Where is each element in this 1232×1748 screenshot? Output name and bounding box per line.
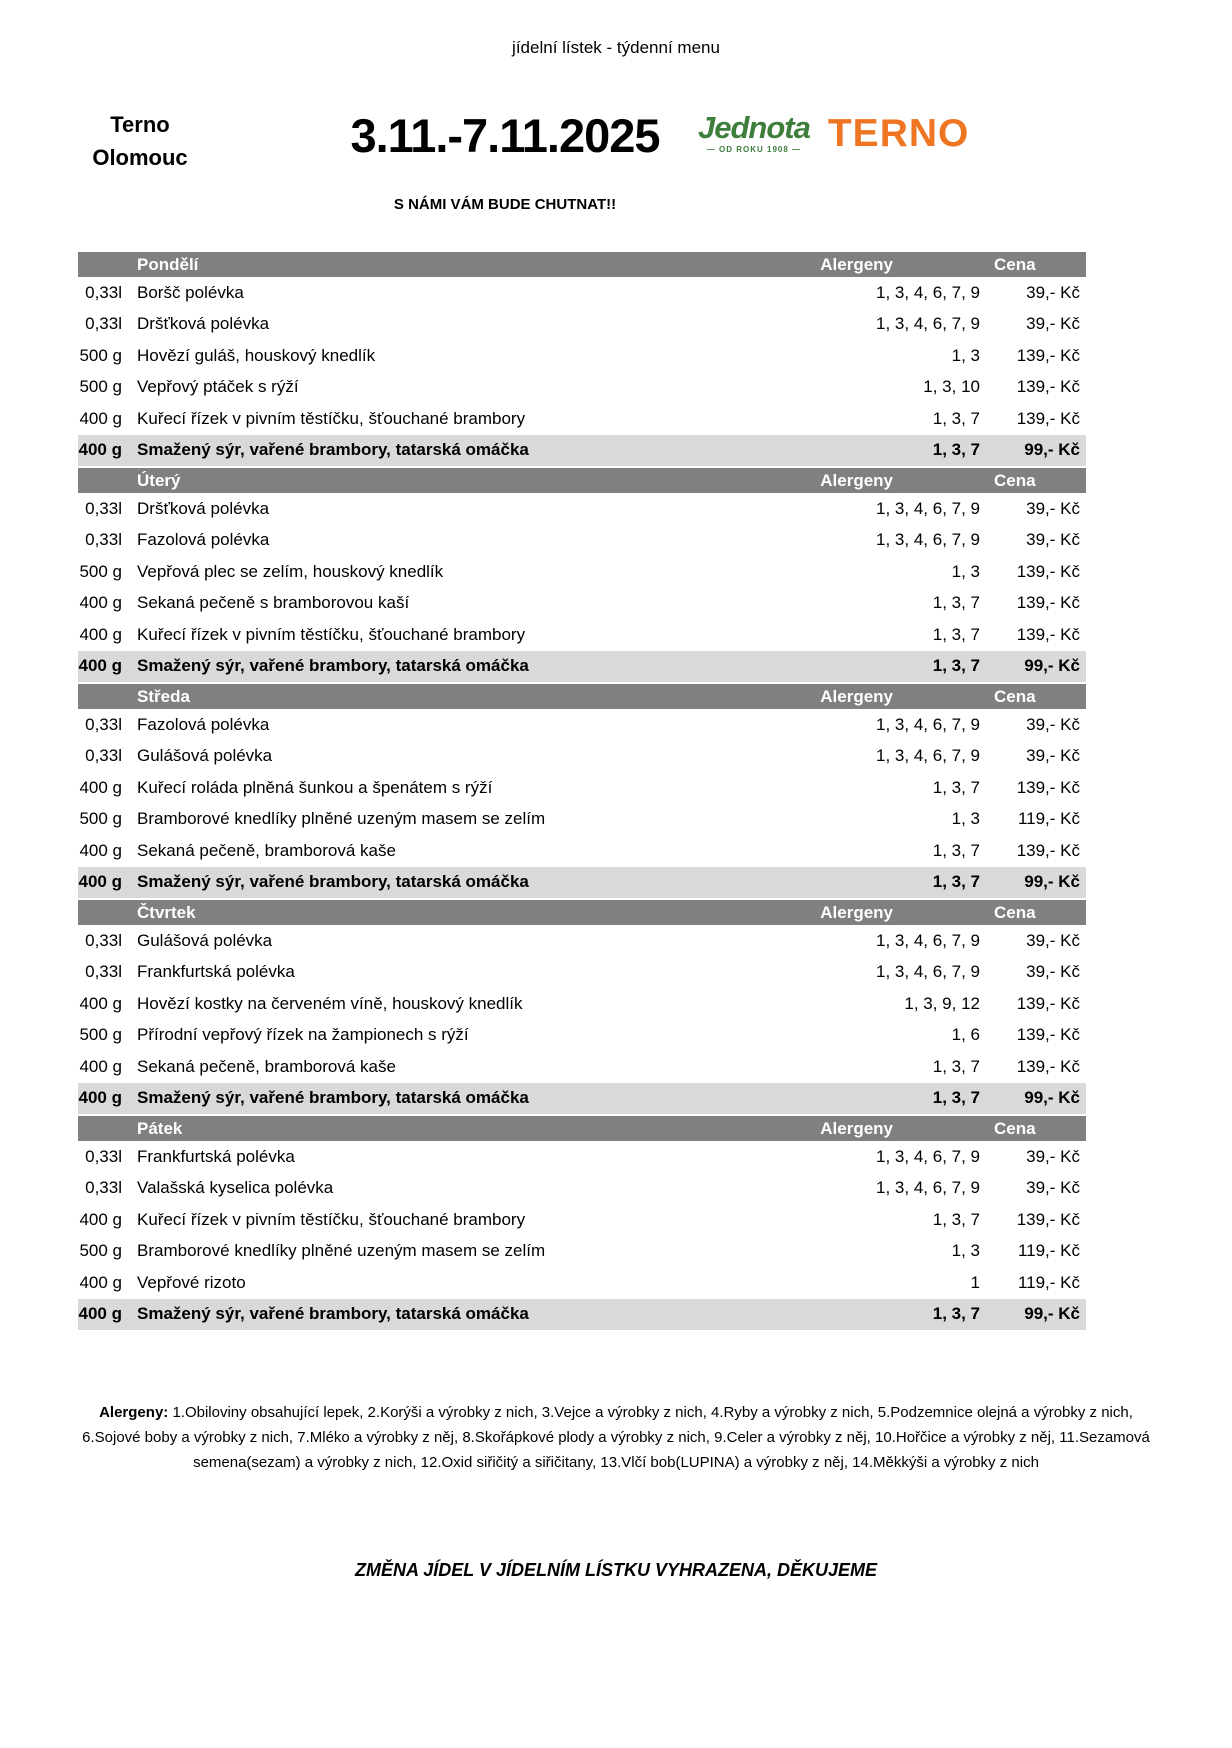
menu-row — [78, 277, 1086, 309]
allergens-cell: 1, 3, 4, 6, 7, 9 — [876, 1178, 980, 1198]
allergens-cell: 1, 3, 4, 6, 7, 9 — [876, 1146, 980, 1166]
dish-cell: Bramborové knedlíky plněné uzeným masem se zelím — [137, 1241, 546, 1261]
portion-cell: 400 g — [79, 1272, 122, 1292]
portion-cell: 400 g — [79, 408, 122, 428]
price-cell: 99,- Kč — [1024, 656, 1080, 676]
allergens-legend-label: Alergeny: — [99, 1404, 169, 1421]
portion-cell: 0,33l — [85, 962, 122, 982]
menu-row — [78, 651, 1086, 683]
portion-cell: 400 g — [79, 1056, 122, 1076]
allergens-cell: 1, 3, 4, 6, 7, 9 — [876, 930, 980, 950]
portion-cell: 400 g — [78, 872, 122, 892]
allergens-cell: 1, 3 — [951, 561, 980, 581]
portion-cell: 400 g — [79, 593, 122, 613]
allergens-cell: 1, 3, 7 — [932, 408, 980, 428]
price-cell: 99,- Kč — [1024, 872, 1080, 892]
portion-cell: 0,33l — [85, 1178, 122, 1198]
portion-cell: 400 g — [79, 993, 122, 1013]
price-cell: 139,- Kč — [1016, 993, 1080, 1013]
allergens-cell: 1, 6 — [951, 1025, 980, 1045]
allergens-cell: 1, 3 — [951, 1241, 980, 1261]
allergens-cell: 1, 3, 7 — [932, 1209, 980, 1229]
menu-row — [78, 988, 1086, 1020]
price-cell: 39,- Kč — [1026, 1178, 1080, 1198]
allergens-cell: 1, 3, 7 — [932, 440, 980, 460]
price-cell: 39,- Kč — [1026, 746, 1080, 766]
allergens-cell: 1, 3, 7 — [932, 656, 980, 676]
allergens-cell: 1, 3, 7 — [932, 1056, 980, 1076]
day-name: Úterý — [137, 470, 181, 490]
price-cell: 39,- Kč — [1026, 282, 1080, 302]
menu-row — [78, 1051, 1086, 1083]
menu-row — [78, 709, 1086, 741]
allergens-cell: 1, 3, 7 — [932, 1304, 980, 1324]
price-cell: 139,- Kč — [1016, 345, 1080, 365]
dish-cell: Fazolová polévka — [137, 530, 270, 550]
dish-cell: Hovězí guláš, houskový knedlík — [137, 345, 376, 365]
price-cell: 39,- Kč — [1026, 930, 1080, 950]
dish-cell: Valašská kyselica polévka — [137, 1178, 334, 1198]
dish-cell: Vepřový ptáček s rýží — [137, 377, 299, 397]
day-section — [78, 1116, 1086, 1330]
dish-cell: Hovězí kostky na červeném víně, houskový knedlík — [137, 993, 523, 1013]
menu-row — [78, 1020, 1086, 1052]
menu-row — [78, 619, 1086, 651]
menu-row — [78, 403, 1086, 435]
portion-cell: 500 g — [79, 345, 122, 365]
price-cell: 139,- Kč — [1016, 1056, 1080, 1076]
menu-row — [78, 372, 1086, 404]
logo-group — [698, 112, 969, 154]
day-header-row — [78, 252, 1086, 277]
price-column-header: Cena — [994, 1118, 1036, 1138]
allergens-cell: 1, 3, 4, 6, 7, 9 — [876, 314, 980, 334]
menu-row — [78, 1299, 1086, 1331]
menu-row — [78, 1267, 1086, 1299]
menu-row — [78, 435, 1086, 467]
dish-cell: Kuřecí roláda plněná šunkou a špenátem s rýží — [137, 777, 493, 797]
menu-table — [78, 252, 1086, 1332]
day-section — [78, 900, 1086, 1114]
dish-cell: Kuřecí řízek v pivním těstíčku, šťouchané brambory — [137, 408, 526, 428]
portion-cell: 400 g — [78, 440, 122, 460]
portion-cell: 400 g — [79, 1209, 122, 1229]
price-column-header: Cena — [994, 470, 1036, 490]
dish-cell: Smažený sýr, vařené brambory, tatarská omáčka — [137, 1304, 529, 1324]
dish-cell: Vepřová plec se zelím, houskový knedlík — [137, 561, 444, 581]
allergens-legend-text: 1.Obiloviny obsahující lepek, 2.Korýši a výrobky z nich, 3.Vejce a výrobky z nich, 4.Ryby a výrobky z nich, 5.Podzemnice olejná a výrobky z nich, 6.Sojové boby a výrobky z nich, 7.Mléko a výrobky z něj, 8.Skořápkové plody a výrobky z nich, 9.Celer a výrobky z něj, 10.Hořčice a výrobky z něj, 11.Sezamová semena(sezam) a výrobky z nich, 12.Oxid siřičitý a siřičitany, 13.Vlčí bob(LUPINA) a výrobky z něj, 14.Měkkýši a výrobky z nich — [82, 1404, 1150, 1471]
date-range: 3.11.-7.11.2025 — [350, 109, 660, 162]
allergens-cell: 1, 3, 4, 6, 7, 9 — [876, 498, 980, 518]
menu-row — [78, 835, 1086, 867]
allergens-cell: 1, 3, 7 — [932, 777, 980, 797]
dish-cell: Gulášová polévka — [137, 930, 273, 950]
dish-cell: Kuřecí řízek v pivním těstíčku, šťouchané brambory — [137, 624, 526, 644]
dish-cell: Sekaná pečeně s bramborovou kaší — [137, 593, 410, 613]
allergens-cell: 1, 3, 4, 6, 7, 9 — [876, 962, 980, 982]
allergens-cell: 1, 3, 4, 6, 7, 9 — [876, 530, 980, 550]
portion-cell: 400 g — [79, 840, 122, 860]
dish-cell: Smažený sýr, vařené brambory, tatarská omáčka — [137, 872, 529, 892]
day-header-row — [78, 684, 1086, 709]
price-cell: 139,- Kč — [1016, 377, 1080, 397]
day-section — [78, 252, 1086, 466]
allergens-column-header: Alergeny — [820, 254, 893, 274]
menu-row — [78, 1236, 1086, 1268]
dish-cell: Smažený sýr, vařené brambory, tatarská omáčka — [137, 440, 529, 460]
menu-row — [78, 493, 1086, 525]
price-cell: 99,- Kč — [1024, 1304, 1080, 1324]
allergens-legend — [81, 1400, 1151, 1475]
jednota-logo-subtext: — OD ROKU 1908 — — [706, 145, 802, 154]
portion-cell: 0,33l — [85, 314, 122, 334]
price-cell: 139,- Kč — [1016, 840, 1080, 860]
allergens-cell: 1, 3 — [951, 809, 980, 829]
menu-row — [78, 556, 1086, 588]
price-column-header: Cena — [994, 254, 1036, 274]
menu-row — [78, 309, 1086, 341]
day-name: Středa — [137, 686, 190, 706]
allergens-cell: 1, 3 — [951, 345, 980, 365]
terno-logo: TERNO — [827, 111, 970, 155]
portion-cell: 500 g — [79, 1241, 122, 1261]
menu-row — [78, 772, 1086, 804]
price-cell: 139,- Kč — [1016, 408, 1080, 428]
portion-cell: 500 g — [79, 809, 122, 829]
dish-cell: Boršč polévka — [137, 282, 244, 302]
footer-note: ZMĚNA JÍDEL V JÍDELNÍM LÍSTKU VYHRAZENA, DĚKUJEME — [354, 1560, 878, 1580]
menu-row — [78, 741, 1086, 773]
dish-cell: Smažený sýr, vařené brambory, tatarská omáčka — [137, 656, 529, 676]
price-cell: 119,- Kč — [1017, 809, 1080, 829]
day-header-row — [78, 900, 1086, 925]
price-cell: 139,- Kč — [1016, 1025, 1080, 1045]
allergens-cell: 1, 3, 4, 6, 7, 9 — [876, 746, 980, 766]
dish-cell: Fazolová polévka — [137, 714, 270, 734]
price-cell: 39,- Kč — [1026, 314, 1080, 334]
menu-row — [78, 1173, 1086, 1205]
menu-row — [78, 588, 1086, 620]
price-cell: 39,- Kč — [1026, 530, 1080, 550]
allergens-cell: 1, 3, 7 — [932, 593, 980, 613]
price-cell: 139,- Kč — [1016, 561, 1080, 581]
price-column-header: Cena — [994, 686, 1036, 706]
portion-cell: 0,33l — [85, 282, 122, 302]
dish-cell: Sekaná pečeně, bramborová kaše — [137, 840, 396, 860]
portion-cell: 400 g — [78, 1304, 122, 1324]
price-cell: 119,- Kč — [1017, 1272, 1080, 1292]
allergens-cell: 1, 3, 7 — [932, 624, 980, 644]
price-cell: 39,- Kč — [1026, 1146, 1080, 1166]
allergens-cell: 1, 3, 4, 6, 7, 9 — [876, 282, 980, 302]
day-name: Pátek — [137, 1118, 183, 1138]
price-cell: 139,- Kč — [1016, 777, 1080, 797]
price-cell: 139,- Kč — [1016, 1209, 1080, 1229]
allergens-cell: 1, 3, 7 — [932, 840, 980, 860]
menu-row — [78, 957, 1086, 989]
dish-cell: Frankfurtská polévka — [137, 962, 295, 982]
menu-row — [78, 340, 1086, 372]
day-section — [78, 468, 1086, 682]
menu-row — [78, 525, 1086, 557]
day-name: Pondělí — [137, 254, 199, 274]
dish-cell: Gulášová polévka — [137, 746, 273, 766]
store-name-line1: Terno — [110, 112, 170, 137]
allergens-cell: 1, 3, 10 — [923, 377, 980, 397]
price-cell: 119,- Kč — [1017, 1241, 1080, 1261]
portion-cell: 400 g — [79, 624, 122, 644]
dish-cell: Bramborové knedlíky plněné uzeným masem se zelím — [137, 809, 546, 829]
day-header-row — [78, 468, 1086, 493]
portion-cell: 0,33l — [85, 930, 122, 950]
price-cell: 139,- Kč — [1016, 593, 1080, 613]
allergens-cell: 1, 3, 9, 12 — [904, 993, 980, 1013]
portion-cell: 400 g — [78, 656, 122, 676]
portion-cell: 0,33l — [85, 746, 122, 766]
dish-cell: Přírodní vepřový řízek na žampionech s rýží — [137, 1025, 469, 1045]
portion-cell: 500 g — [79, 377, 122, 397]
menu-row — [78, 804, 1086, 836]
menu-row — [78, 1141, 1086, 1173]
allergens-column-header: Alergeny — [820, 686, 893, 706]
portion-cell: 400 g — [78, 1088, 122, 1108]
portion-cell: 400 g — [79, 777, 122, 797]
price-column-header: Cena — [994, 902, 1036, 922]
price-cell: 39,- Kč — [1026, 962, 1080, 982]
allergens-cell: 1, 3, 7 — [932, 1088, 980, 1108]
price-cell: 99,- Kč — [1024, 440, 1080, 460]
portion-cell: 500 g — [79, 561, 122, 581]
portion-cell: 0,33l — [85, 498, 122, 518]
dish-cell: Kuřecí řízek v pivním těstíčku, šťouchané brambory — [137, 1209, 526, 1229]
dish-cell: Dršťková polévka — [137, 314, 270, 334]
portion-cell: 0,33l — [85, 1146, 122, 1166]
portion-cell: 0,33l — [85, 530, 122, 550]
jednota-logo-text: Jednota — [698, 110, 810, 145]
allergens-cell: 1, 3, 4, 6, 7, 9 — [876, 714, 980, 734]
menu-row — [78, 1083, 1086, 1115]
dish-cell: Vepřové rizoto — [137, 1272, 246, 1292]
price-cell: 39,- Kč — [1026, 498, 1080, 518]
menu-row — [78, 1204, 1086, 1236]
dish-cell: Smažený sýr, vařené brambory, tatarská omáčka — [137, 1088, 529, 1108]
portion-cell: 0,33l — [85, 714, 122, 734]
menu-row — [78, 867, 1086, 899]
allergens-cell: 1, 3, 7 — [932, 872, 980, 892]
price-cell: 99,- Kč — [1024, 1088, 1080, 1108]
slogan: S NÁMI VÁM BUDE CHUTNAT!! — [393, 196, 617, 213]
jednota-logo — [698, 112, 810, 154]
dish-cell: Sekaná pečeně, bramborová kaše — [137, 1056, 396, 1076]
price-cell: 39,- Kč — [1026, 714, 1080, 734]
allergens-column-header: Alergeny — [820, 1118, 893, 1138]
page-title: jídelní lístek - týdenní menu — [512, 38, 720, 57]
day-section — [78, 684, 1086, 898]
dish-cell: Frankfurtská polévka — [137, 1146, 295, 1166]
allergens-column-header: Alergeny — [820, 470, 893, 490]
price-cell: 139,- Kč — [1016, 624, 1080, 644]
portion-cell: 500 g — [79, 1025, 122, 1045]
day-header-row — [78, 1116, 1086, 1141]
dish-cell: Dršťková polévka — [137, 498, 270, 518]
day-name: Čtvrtek — [137, 902, 196, 922]
store-name-line2: Olomouc — [92, 145, 188, 170]
allergens-column-header: Alergeny — [820, 902, 893, 922]
allergens-cell: 1 — [970, 1272, 980, 1292]
menu-row — [78, 925, 1086, 957]
